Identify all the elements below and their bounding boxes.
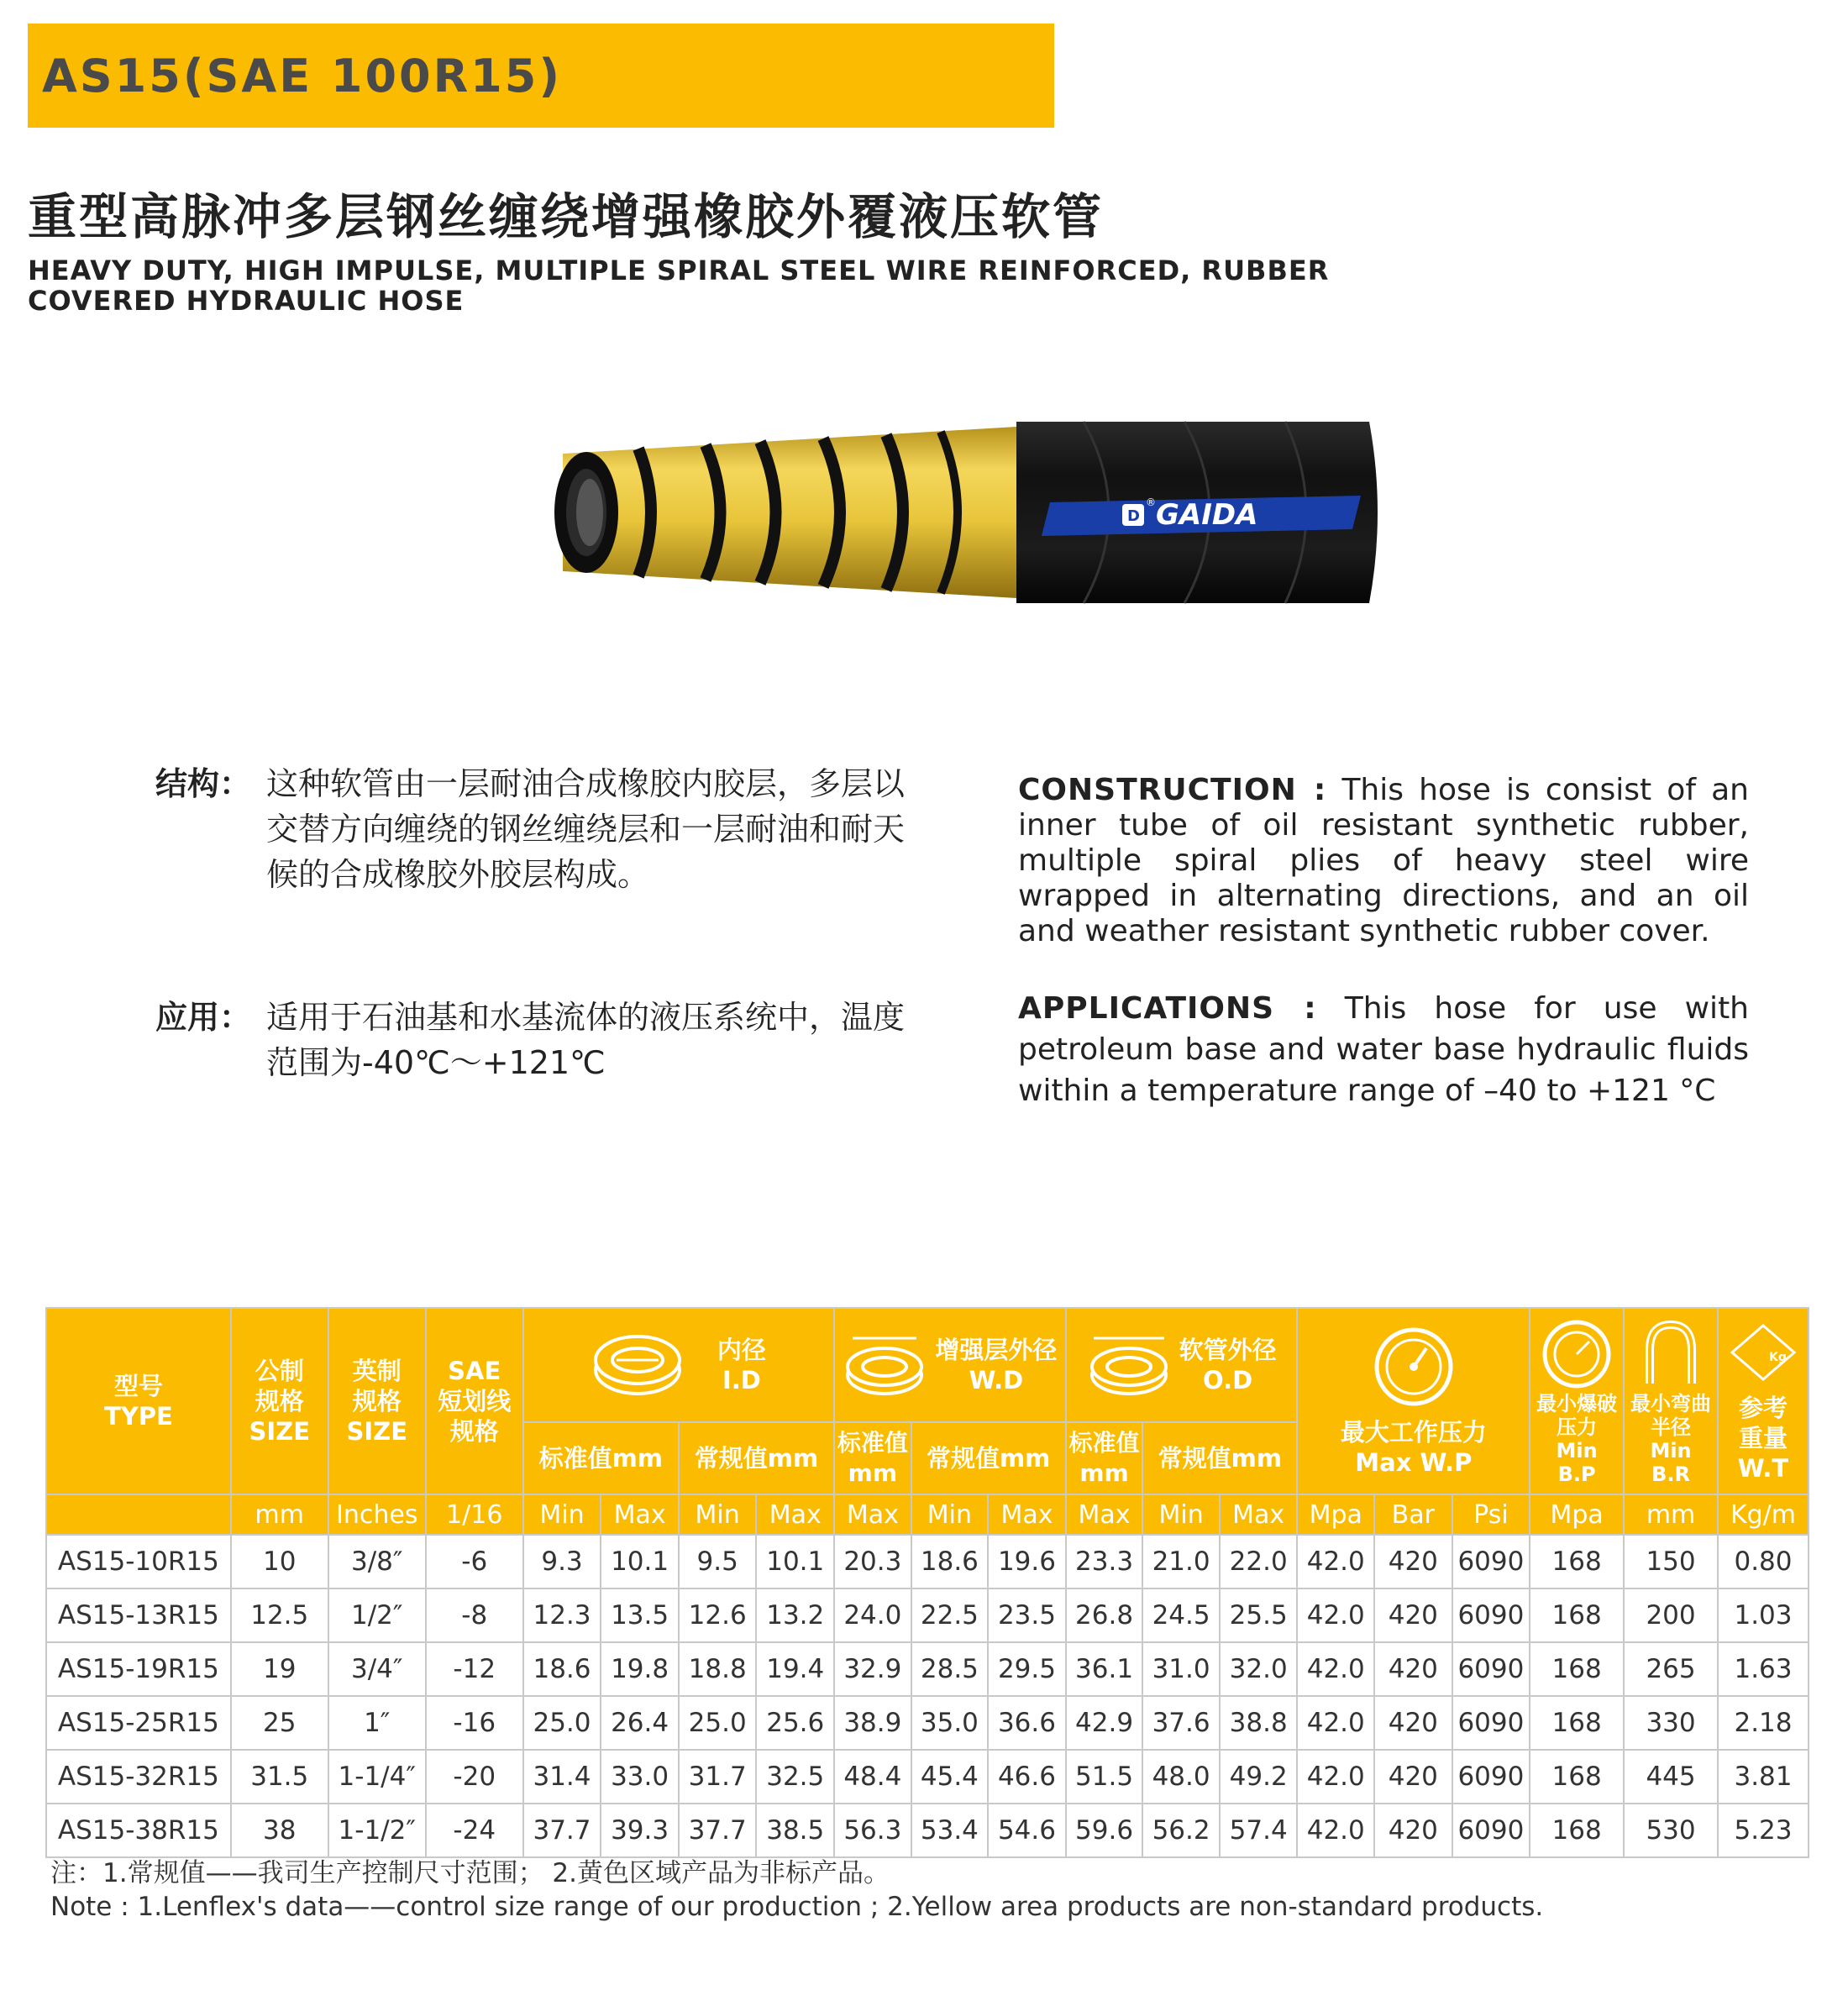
- value-cell: 1/2″: [328, 1589, 426, 1642]
- value-cell: 31.4: [523, 1750, 601, 1804]
- value-cell: 420: [1374, 1696, 1452, 1750]
- value-cell: 19.8: [601, 1642, 679, 1696]
- unit-cell: Bar: [1374, 1494, 1452, 1535]
- spec-table-body: [46, 1535, 1809, 1857]
- value-cell: -12: [426, 1642, 523, 1696]
- col-group-id: 内径 I.D: [523, 1308, 834, 1422]
- col-bp: 最小爆破 压力 Min B.P: [1530, 1308, 1624, 1494]
- value-cell: 33.0: [601, 1750, 679, 1804]
- unit-cell: Max: [1220, 1494, 1298, 1535]
- value-cell: 24.5: [1142, 1589, 1220, 1642]
- value-cell: 420: [1374, 1642, 1452, 1696]
- value-cell: 12.5: [231, 1589, 328, 1642]
- unit-cell: Max: [988, 1494, 1066, 1535]
- col-size-inch: 英制 规格 SIZE: [328, 1308, 426, 1494]
- unit-cell: Mpa: [1530, 1494, 1624, 1535]
- value-cell: 13.2: [756, 1589, 834, 1642]
- value-cell: 10: [231, 1535, 328, 1589]
- value-cell: 31.7: [679, 1750, 757, 1804]
- value-cell: 48.4: [834, 1750, 911, 1804]
- unit-cell: Psi: [1452, 1494, 1530, 1535]
- value-cell: 48.0: [1142, 1750, 1220, 1804]
- value-cell: 168: [1530, 1589, 1624, 1642]
- construction-en: [1018, 773, 1749, 949]
- value-cell: 445: [1624, 1750, 1718, 1804]
- value-cell: 10.1: [601, 1535, 679, 1589]
- construction-en-text: This hose is consist of an inner tube of oil resistant synthetic rubber, multiple spiral plies of heavy steel wire wrapped in alternating directions, and an oil and weather resistant synthetic rubber cover.: [1018, 773, 1749, 948]
- applications-en-label: APPLICATIONS :: [1018, 991, 1317, 1026]
- value-cell: 1.03: [1718, 1589, 1809, 1642]
- value-cell: 59.6: [1066, 1804, 1143, 1857]
- value-cell: 0.80: [1718, 1535, 1809, 1589]
- bend-radius-icon: [1633, 1316, 1709, 1392]
- type-cell: AS15-13R15: [46, 1589, 231, 1642]
- id-reg-header: 常规值mm: [679, 1422, 834, 1494]
- unit-cell: mm: [231, 1494, 328, 1535]
- wd-reg-header: 常规值mm: [911, 1422, 1066, 1494]
- value-cell: 19.4: [756, 1642, 834, 1696]
- note-en: Note : 1.Lenflex's data——control size range of our production ; 2.Yellow area products are non-standard products.: [50, 1892, 1544, 1922]
- unit-cell: Max: [1066, 1494, 1143, 1535]
- value-cell: 25.0: [679, 1696, 757, 1750]
- value-cell: 3.81: [1718, 1750, 1809, 1804]
- value-cell: 530: [1624, 1804, 1718, 1857]
- svg-text:D: D: [1127, 507, 1140, 525]
- value-cell: 150: [1624, 1535, 1718, 1589]
- value-cell: 42.0: [1297, 1696, 1374, 1750]
- table-row: [46, 1642, 1809, 1696]
- table-row: [46, 1750, 1809, 1804]
- value-cell: 38.5: [756, 1804, 834, 1857]
- value-cell: 22.5: [911, 1589, 989, 1642]
- col-group-wp: 最大工作压力 Max W.P: [1297, 1308, 1530, 1494]
- table-row: [46, 1589, 1809, 1642]
- value-cell: 330: [1624, 1696, 1718, 1750]
- value-cell: 31.5: [231, 1750, 328, 1804]
- col-group-od: 软管外径 O.D: [1066, 1308, 1298, 1422]
- value-cell: 42.0: [1297, 1535, 1374, 1589]
- unit-cell: 1/16: [426, 1494, 523, 1535]
- value-cell: 420: [1374, 1804, 1452, 1857]
- value-cell: 25: [231, 1696, 328, 1750]
- banner-title: AS15(SAE 100R15): [42, 50, 563, 102]
- value-cell: 51.5: [1066, 1750, 1143, 1804]
- value-cell: 36.1: [1066, 1642, 1143, 1696]
- value-cell: 25.5: [1220, 1589, 1298, 1642]
- value-cell: -8: [426, 1589, 523, 1642]
- value-cell: 10.1: [756, 1535, 834, 1589]
- value-cell: 6090: [1452, 1750, 1530, 1804]
- unit-cell: mm: [1624, 1494, 1718, 1535]
- value-cell: 168: [1530, 1535, 1624, 1589]
- value-cell: 23.5: [988, 1589, 1066, 1642]
- value-cell: 9.5: [679, 1535, 757, 1589]
- value-cell: 25.6: [756, 1696, 834, 1750]
- pressure-gauge-icon: [1368, 1325, 1460, 1409]
- unit-cell: Mpa: [1297, 1494, 1374, 1535]
- od-std-header: 标准值 mm: [1066, 1422, 1143, 1494]
- table-row: [46, 1804, 1809, 1857]
- value-cell: 420: [1374, 1750, 1452, 1804]
- value-cell: 37.7: [679, 1804, 757, 1857]
- applications-cn: [155, 995, 906, 1095]
- value-cell: 35.0: [911, 1696, 989, 1750]
- value-cell: 46.6: [988, 1750, 1066, 1804]
- value-cell: -20: [426, 1750, 523, 1804]
- unit-cell: Min: [911, 1494, 989, 1535]
- col-size-mm: 公制 规格 SIZE: [231, 1308, 328, 1494]
- value-cell: 6090: [1452, 1696, 1530, 1750]
- value-cell: 1-1/2″: [328, 1804, 426, 1857]
- construction-en-label: CONSTRUCTION :: [1018, 773, 1327, 807]
- type-cell: AS15-19R15: [46, 1642, 231, 1696]
- value-cell: 12.3: [523, 1589, 601, 1642]
- col-sae: SAE 短划线 规格: [426, 1308, 523, 1494]
- value-cell: 42.9: [1066, 1696, 1143, 1750]
- value-cell: 37.7: [523, 1804, 601, 1857]
- value-cell: 2.18: [1718, 1696, 1809, 1750]
- applications-cn-text: 适用于石油基和水基流体的液压系统中，温度范围为-40℃～+121℃: [266, 999, 906, 1081]
- value-cell: 24.0: [834, 1589, 911, 1642]
- value-cell: 38: [231, 1804, 328, 1857]
- value-cell: 168: [1530, 1642, 1624, 1696]
- value-cell: 37.6: [1142, 1696, 1220, 1750]
- value-cell: 18.8: [679, 1642, 757, 1696]
- value-cell: 26.8: [1066, 1589, 1143, 1642]
- applications-en-text: This hose for use with petroleum base and water base hydraulic fluids within a temperature range of –40 to +121 °C: [1018, 991, 1749, 1108]
- wire-diameter-icon: [843, 1331, 927, 1399]
- value-cell: 26.4: [601, 1696, 679, 1750]
- value-cell: 42.0: [1297, 1589, 1374, 1642]
- table-header-row: [46, 1308, 1809, 1422]
- unit-cell: Inches: [328, 1494, 426, 1535]
- value-cell: 6090: [1452, 1642, 1530, 1696]
- value-cell: 1.63: [1718, 1642, 1809, 1696]
- value-cell: 19.6: [988, 1535, 1066, 1589]
- value-cell: 1-1/4″: [328, 1750, 426, 1804]
- value-cell: 42.0: [1297, 1750, 1374, 1804]
- value-cell: 38.8: [1220, 1696, 1298, 1750]
- type-cell: AS15-38R15: [46, 1804, 231, 1857]
- value-cell: 420: [1374, 1589, 1452, 1642]
- od-reg-header: 常规值mm: [1142, 1422, 1297, 1494]
- value-cell: 13.5: [601, 1589, 679, 1642]
- value-cell: 56.2: [1142, 1804, 1220, 1857]
- unit-cell: Min: [679, 1494, 757, 1535]
- outer-diameter-icon: [1087, 1331, 1171, 1399]
- value-cell: 57.4: [1220, 1804, 1298, 1857]
- id-std-header: 标准值mm: [523, 1422, 679, 1494]
- value-cell: 20.3: [834, 1535, 911, 1589]
- unit-cell: Min: [523, 1494, 601, 1535]
- value-cell: 5.23: [1718, 1804, 1809, 1857]
- col-br: 最小弯曲 半径 Min B.R: [1624, 1308, 1718, 1494]
- value-cell: 168: [1530, 1804, 1624, 1857]
- value-cell: 21.0: [1142, 1535, 1220, 1589]
- value-cell: 32.9: [834, 1642, 911, 1696]
- col-group-wd: 增强层外径 W.D: [834, 1308, 1066, 1422]
- value-cell: 168: [1530, 1696, 1624, 1750]
- value-cell: 56.3: [834, 1804, 911, 1857]
- construction-cn: [155, 761, 906, 946]
- chinese-title: 重型高脉冲多层钢丝缠绕增强橡胶外覆液压软管: [28, 188, 1105, 245]
- value-cell: -24: [426, 1804, 523, 1857]
- wd-std-header: 标准值 mm: [834, 1422, 911, 1494]
- value-cell: 36.6: [988, 1696, 1066, 1750]
- unit-cell: Max: [601, 1494, 679, 1535]
- value-cell: 3/8″: [328, 1535, 426, 1589]
- value-cell: 168: [1530, 1750, 1624, 1804]
- col-wt: Kg 参考 重量 W.T: [1718, 1308, 1809, 1494]
- value-cell: 18.6: [523, 1642, 601, 1696]
- value-cell: 6090: [1452, 1589, 1530, 1642]
- value-cell: 49.2: [1220, 1750, 1298, 1804]
- value-cell: -16: [426, 1696, 523, 1750]
- type-cell: AS15-25R15: [46, 1696, 231, 1750]
- inner-diameter-icon: [591, 1331, 684, 1399]
- spec-table: [45, 1307, 1809, 1858]
- unit-cell: Kg/m: [1718, 1494, 1809, 1535]
- construction-cn-label: 结构：: [155, 765, 252, 802]
- unit-type: [46, 1494, 231, 1535]
- value-cell: 420: [1374, 1535, 1452, 1589]
- value-cell: 19: [231, 1642, 328, 1696]
- value-cell: 53.4: [911, 1804, 989, 1857]
- table-row: [46, 1535, 1809, 1589]
- applications-en: [1018, 988, 1749, 1111]
- value-cell: 23.3: [1066, 1535, 1143, 1589]
- value-cell: 54.6: [988, 1804, 1066, 1857]
- value-cell: 25.0: [523, 1696, 601, 1750]
- burst-pressure-icon: [1539, 1316, 1614, 1392]
- english-title: HEAVY DUTY, HIGH IMPULSE, MULTIPLE SPIRAL STEEL WIRE REINFORCED, RUBBER COVERED HYDRAULIC HOSE: [28, 255, 1330, 317]
- hose-illustration: [546, 412, 1386, 613]
- value-cell: 38.9: [834, 1696, 911, 1750]
- svg-text:®: ®: [1146, 496, 1156, 508]
- value-cell: 28.5: [911, 1642, 989, 1696]
- table-unit-row: [46, 1494, 1809, 1535]
- value-cell: 3/4″: [328, 1642, 426, 1696]
- value-cell: 6090: [1452, 1535, 1530, 1589]
- value-cell: 1″: [328, 1696, 426, 1750]
- value-cell: 29.5: [988, 1642, 1066, 1696]
- col-type: 型号 TYPE: [46, 1308, 231, 1494]
- type-cell: AS15-32R15: [46, 1750, 231, 1804]
- unit-cell: Min: [1142, 1494, 1220, 1535]
- value-cell: 32.5: [756, 1750, 834, 1804]
- table-row: [46, 1696, 1809, 1750]
- value-cell: 22.0: [1220, 1535, 1298, 1589]
- type-cell: AS15-10R15: [46, 1535, 231, 1589]
- value-cell: 12.6: [679, 1589, 757, 1642]
- value-cell: 31.0: [1142, 1642, 1220, 1696]
- applications-cn-label: 应用：: [155, 999, 252, 1036]
- svg-text:GAIDA: GAIDA: [1156, 498, 1258, 532]
- value-cell: 32.0: [1220, 1642, 1298, 1696]
- svg-text:Kg: Kg: [1769, 1351, 1787, 1364]
- value-cell: 18.6: [911, 1535, 989, 1589]
- value-cell: 39.3: [601, 1804, 679, 1857]
- unit-cell: Max: [834, 1494, 911, 1535]
- value-cell: 45.4: [911, 1750, 989, 1804]
- note-cn: 注：1.常规值——我司生产控制尺寸范围； 2.黄色区域产品为非标产品。: [50, 1858, 890, 1888]
- value-cell: 42.0: [1297, 1804, 1374, 1857]
- value-cell: 6090: [1452, 1804, 1530, 1857]
- unit-cell: Max: [756, 1494, 834, 1535]
- value-cell: 200: [1624, 1589, 1718, 1642]
- weight-icon: [1725, 1319, 1801, 1386]
- value-cell: -6: [426, 1535, 523, 1589]
- value-cell: 42.0: [1297, 1642, 1374, 1696]
- value-cell: 9.3: [523, 1535, 601, 1589]
- construction-cn-text: 这种软管由一层耐油合成橡胶内胶层，多层以交替方向缠绕的钢丝缠绕层和一层耐油和耐天候的合成橡胶外胶层构成。: [266, 765, 906, 893]
- value-cell: 265: [1624, 1642, 1718, 1696]
